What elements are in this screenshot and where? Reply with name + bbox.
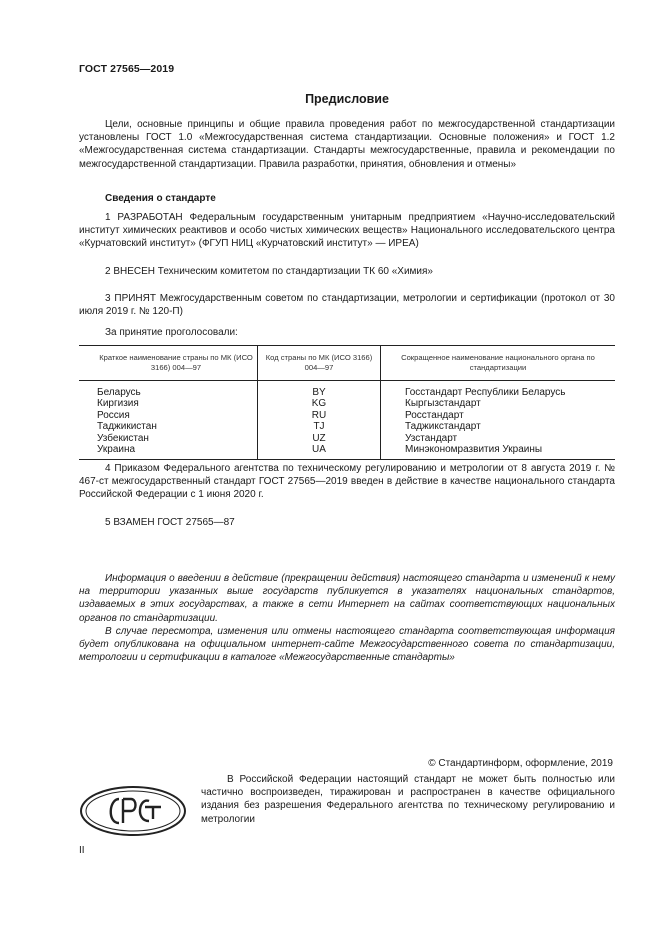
- body-cell: Росстандарт: [381, 410, 616, 421]
- document-id-header: ГОСТ 27565—2019: [79, 63, 175, 75]
- voted-text: За принятие проголосовали:: [105, 327, 238, 338]
- country-cell: Таджикистан: [97, 421, 157, 433]
- country-cell: Узбекистан: [97, 432, 149, 444]
- code-cell: BY: [258, 381, 381, 399]
- body-cell: Кыргызстандарт: [381, 398, 616, 409]
- intro-text: Цели, основные принципы и общие правила проведения работ по межгосударственной стандартизации установлены ГОСТ 1.0 «Межгосударственная система стандартизации. Основные положения» и ГОСТ 1.2 «Межгосударственная система стандартизации. Стандарты межгосударственные, правила и рекомендации по межгосударственной стандартизации. Правила разработки, принятия, обновления и отмены»: [79, 119, 615, 170]
- item-adopted: [79, 292, 615, 318]
- body-cell: Таджикстандарт: [381, 421, 616, 432]
- table-row: [79, 410, 615, 421]
- info-paragraph-2: В случае пересмотра, изменения или отмены настоящего стандарта соответствующая информация будет опубликована на официальном интернет-сайте Межгосударственного совета по стандартизации, метрологии и сертификации в каталоге «Межгосударственные стандарты»: [79, 625, 615, 664]
- code-cell: TJ: [258, 421, 381, 432]
- table-row: [79, 433, 615, 444]
- code-cell: RU: [258, 410, 381, 421]
- copyright-notice: © Стандартинформ, оформление, 2019: [428, 758, 613, 769]
- page-title: Предисловие: [305, 92, 389, 106]
- table-header-country: Краткое наименование страны по МК (ИСО 3166) 004—97: [79, 346, 258, 381]
- legal-notice-text: В Российской Федерации настоящий стандарт не может быть полностью или частично воспроизведен, тиражирован и распространен в качестве официального издания без разрешения Федерального агентства по техническому регулированию и метрологии: [201, 774, 615, 825]
- country-cell: Россия: [97, 409, 130, 421]
- table-header-row: [79, 346, 615, 381]
- table-row: [79, 381, 615, 399]
- table-header-code: Код страны по МК (ИСО 3166) 004—97: [258, 346, 381, 381]
- intro-paragraph: [79, 118, 615, 171]
- info-paragraph-1: Информация о введении в действие (прекращении действия) настоящего стандарта и изменений к нему на территории указанных выше государств публикуется в указателях национальных стандартов, издаваемых в этих государствах, а также в сети Интернет на сайтах соответствующих национальных органов по стандартизации.: [79, 573, 615, 624]
- item-replaces-text: 5 ВЗАМЕН ГОСТ 27565—87: [105, 517, 235, 528]
- code-cell: UA: [258, 444, 381, 460]
- body-cell: Госстандарт Республики Беларусь: [381, 381, 616, 399]
- info-block: [79, 572, 615, 664]
- item-replaces: [79, 516, 615, 529]
- rst-certification-logo-icon: [79, 785, 187, 837]
- section-heading-block: [79, 192, 615, 205]
- table-row: [79, 421, 615, 432]
- country-cell: Киргизия: [97, 398, 139, 410]
- table-row: [79, 398, 615, 409]
- voting-table: [79, 345, 615, 460]
- item-developed: [79, 211, 615, 251]
- section-heading: Сведения о стандарте: [105, 193, 216, 204]
- country-cell: Украина: [79, 444, 258, 460]
- code-cell: KG: [258, 398, 381, 409]
- body-cell: Минэкономразвития Украины: [381, 444, 616, 460]
- table-row: [79, 444, 615, 460]
- legal-notice: [201, 773, 615, 826]
- item-developed-text: 1 РАЗРАБОТАН Федеральным государственным унитарным предприятием «Научно-исследовательский институт химических реактивов и особо чистых химических веществ» Национального исследовательского центра «Курчатовский институт» (ФГУП НИЦ «Курчатовский институт» — ИРЕА): [79, 212, 615, 250]
- item-order: [79, 462, 615, 502]
- country-cell: Беларусь: [97, 387, 141, 398]
- page-number: II: [79, 845, 85, 856]
- item-adopted-text: 3 ПРИНЯТ Межгосударственным советом по стандартизации, метрологии и сертификации (протокол от 30 июля 2019 г. № 120-П): [79, 293, 615, 318]
- item-introduced-text: 2 ВНЕСЕН Техническим комитетом по стандартизации ТК 60 «Химия»: [105, 266, 433, 277]
- body-cell: Узстандарт: [381, 433, 616, 444]
- table-header-body: Сокращенное наименование национального органа по стандартизации: [381, 346, 616, 381]
- code-cell: UZ: [258, 433, 381, 444]
- item-order-text: 4 Приказом Федерального агентства по техническому регулированию и метрологии от 8 августа 2019 г. № 467-ст межгосударственный стандарт ГОСТ 27565—2019 введен в действие в качестве национального стандарта Российской Федерации с 1 июня 2020 г.: [79, 463, 615, 501]
- voted-caption: [79, 326, 615, 339]
- item-introduced: [79, 265, 615, 278]
